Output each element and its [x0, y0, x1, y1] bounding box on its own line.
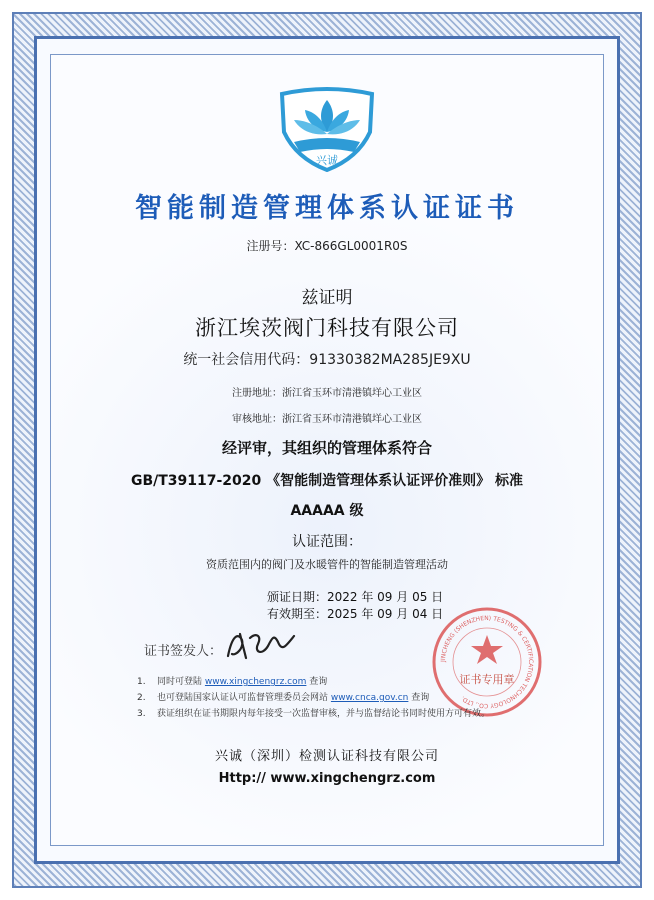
conformity-statement: 经评审，其组织的管理体系符合 [221, 439, 432, 457]
scope-label: 认证范围： [292, 534, 362, 550]
lotus-shield-icon [278, 86, 376, 172]
certificate-title: 智能制造管理体系认证证书 [135, 193, 519, 224]
credit-code: 统一社会信用代码：91330382MA285JE9XU [183, 352, 471, 368]
handwritten-signature [222, 626, 302, 670]
scope-text: 资质范围内的阀门及水暖管件的智能制造管理活动 [206, 558, 448, 571]
seal-center-text: 证书专用章 [459, 673, 515, 686]
issuer-name: 兴诚（深圳）检测认证科技有限公司 [214, 749, 439, 764]
note-item: 2. 也可登陆国家认证认可监督管理委员会网站 www.cnca.gov.cn 查询 [137, 693, 430, 703]
expiry-date: 有效期至：2025 年 09 月 04 日 [267, 607, 444, 621]
notes-list [137, 674, 490, 722]
note-item: 3. 获证组织在证书期限内每年接受一次监督审核，并与监督结论书同时使用方可有效。 [137, 709, 491, 719]
audit-address: 审核地址：浙江省玉环市清港镇垟心工业区 [232, 414, 422, 425]
company-name: 浙江埃茨阀门科技有限公司 [195, 316, 459, 340]
seal-ring-text: JINCHENG (SHENZHEN) TESTING & CERTIFICATION TECHNOLOGY CO., LTD. [439, 614, 535, 710]
signer-label: 证书签发人： [144, 644, 223, 659]
validity-dates [267, 589, 443, 623]
grade-level: AAAAA 级 [290, 503, 364, 519]
hereby-certify: 兹证明 [301, 288, 353, 308]
registration-number: 注册号：XC-866GL0001R0S [246, 239, 408, 253]
issue-date: 颁证日期：2022 年 09 月 05 日 [267, 590, 444, 604]
cnca-link[interactable]: www.cnca.gov.cn [330, 693, 409, 703]
registered-address: 注册地址：浙江省玉环市清港镇垟心工业区 [232, 388, 422, 399]
standard-reference: GB/T39117-2020 《智能制造管理体系认证评价准则》 标准 [130, 473, 524, 489]
issuer-website[interactable]: Http:// www.xingchengrz.com [218, 771, 436, 786]
website-link[interactable]: www.xingchengrz.com [204, 677, 307, 687]
logo-text: 兴诚 [316, 154, 338, 167]
note-item: 1. 同时可登陆 www.xingchengrz.com 查询 [137, 677, 328, 687]
